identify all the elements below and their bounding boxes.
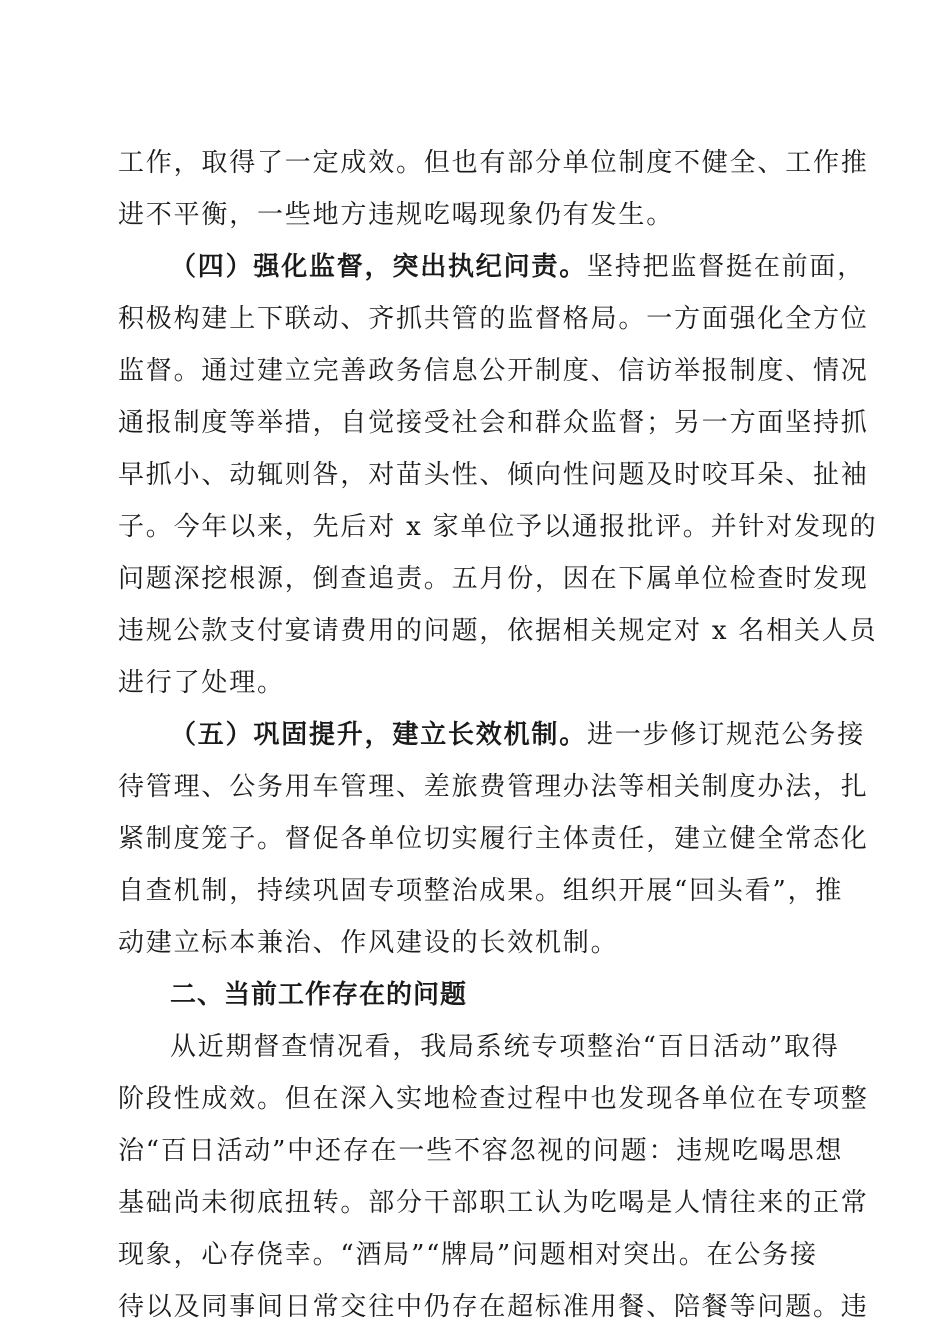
heading-current-problems: 二、当前工作存在的问题 <box>170 980 468 1010</box>
problems-line: 基础尚未彻底扭转。部分干部职工认为吃喝是人情往来的正常 <box>118 1188 869 1218</box>
paragraph-continued-line: 进不平衡，一些地方违规吃喝现象仍有发生。 <box>118 200 675 230</box>
problems-line: 阶段性成效。但在深入实地检查过程中也发现各单位在专项整 <box>118 1084 869 1114</box>
section-4-text: 坚持把监督挺在前面， <box>587 252 866 282</box>
section-4-line: 违规公款支付宴请费用的问题，依据相关规定对 x 名相关人员 <box>118 616 878 646</box>
section-4-title: （四）强化监督，突出执纪问责。 <box>170 252 588 282</box>
problems-line: 待以及同事间日常交往中仍存在超标准用餐、陪餐等问题。违 <box>118 1292 869 1322</box>
section-5-text: 进一步修订规范公务接 <box>587 720 866 750</box>
section-4-line: 问题深挖根源，倒查追责。五月份，因在下属单位检查时发现 <box>118 564 869 594</box>
section-4-line: 积极构建上下联动、齐抓共管的监督格局。一方面强化全方位 <box>118 304 869 334</box>
section-4-line: 进行了处理。 <box>118 668 285 698</box>
problems-first-line: 从近期督查情况看，我局系统专项整治“百日活动”取得 <box>170 1032 840 1062</box>
document-body <box>118 137 878 1333</box>
problems-line: 治“百日活动”中还存在一些不容忽视的问题：违规吃喝思想 <box>118 1136 844 1166</box>
section-5-title: （五）巩固提升，建立长效机制。 <box>170 720 588 750</box>
section-5-line: 动建立标本兼治、作风建设的长效机制。 <box>118 928 619 958</box>
section-5-line: 紧制度笼子。督促各单位切实履行主体责任，建立健全常态化 <box>118 824 869 854</box>
problems-line: 现象，心存侥幸。“酒局”“牌局”问题相对突出。在公务接 <box>118 1240 818 1270</box>
section-4-line: 通报制度等举措，自觉接受社会和群众监督；另一方面坚持抓 <box>118 408 869 438</box>
section-4-first-line <box>118 241 866 293</box>
section-5-first-line <box>118 709 866 761</box>
section-4-line: 监督。通过建立完善政务信息公开制度、信访举报制度、情况 <box>118 356 869 386</box>
paragraph-continued-line: 工作，取得了一定成效。但也有部分单位制度不健全、工作推 <box>118 148 869 178</box>
section-5-line: 自查机制，持续巩固专项整治成果。组织开展“回头看”，推 <box>118 876 844 906</box>
section-5-line: 待管理、公务用车管理、差旅费管理办法等相关制度办法，扎 <box>118 772 869 802</box>
section-4-line: 子。今年以来，先后对 x 家单位予以通报批评。并针对发现的 <box>118 512 878 542</box>
section-4-line: 早抓小、动辄则咎，对苗头性、倾向性问题及时咬耳朵、扯袖 <box>118 460 869 490</box>
